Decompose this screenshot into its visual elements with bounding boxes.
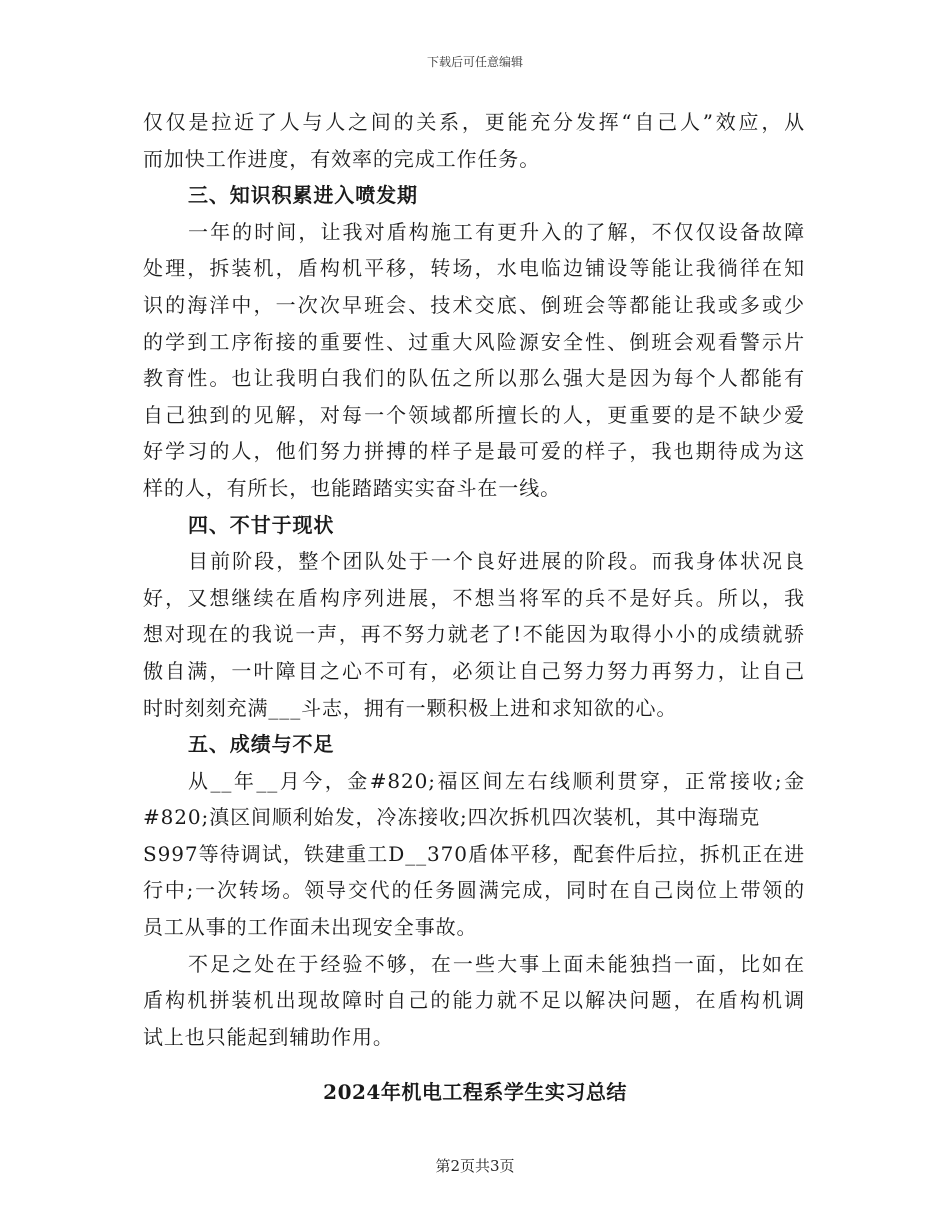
paragraph-line: 目前阶段，整个团队处于一个良好进展的阶段。而我身体状况良 [188,549,805,574]
paragraph-line: 时时刻刻充满___斗志，拥有一颗积极上进和求知欲的心。 [143,695,678,720]
page-header: 下载后可任意编辑 [426,55,523,69]
section-heading: 四、不甘于现状 [188,512,335,537]
paragraph-line: 从__年__月今，金#820;福区间左右线顺利贯穿，正常接收;金 [188,768,805,793]
paragraph-line: 傲自满，一叶障目之心不可有，必须让自己努力努力再努力，让自己 [143,658,805,683]
paragraph-line: 自己独到的见解，对每一个领域都所擅长的人，更重要的是不缺少爱 [143,402,805,427]
paragraph-line: 一年的时间，让我对盾构施工有更升入的了解，不仅仅设备故障 [188,219,805,244]
paragraph-line: S997等待调试，铁建重工D__370盾体平移，配套件后拉，拆机正在进 [143,841,805,866]
page-number: 第2页共3页 [435,1157,515,1175]
paragraph-line: 而加快工作进度，有效率的完成工作任务。 [143,146,541,171]
paragraph-line: 仅仅是拉近了人与人之间的关系，更能充分发挥“自己人”效应，从 [143,110,805,134]
paragraph-line: 处理，拆装机，盾构机平移，转场，水电临边铺设等能让我徜徉在知 [143,256,805,281]
document-body [143,104,805,1055]
paragraph-line: 样的人，有所长，也能踏踏实实奋斗在一线。 [143,475,561,500]
paragraph-line: 好，又想继续在盾构序列进展，不想当将军的兵不是好兵。所以，我 [143,585,805,610]
paragraph-line: 员工从事的工作面未出现安全事故。 [143,915,478,940]
paragraph-line: 想对现在的我说一声，再不努力就老了!不能因为取得小小的成绩就骄 [143,622,805,647]
paragraph-line: 的学到工序衔接的重要性、过重大风险源安全性、倒班会观看警示片 [143,329,805,354]
paragraph-line: 行中;一次转场。领导交代的任务圆满完成，同时在自己岗位上带领的 [143,878,805,903]
document-title: 2024年机电工程系学生实习总结 [323,1080,627,1104]
paragraph-line: 试上也只能起到辅助作用。 [143,1024,394,1049]
paragraph-line: 不足之处在于经验不够，在一些大事上面未能独挡一面，比如在 [188,951,805,976]
section-heading: 五、成绩与不足 [188,732,335,757]
paragraph-line: 教育性。也让我明白我们的队伍之所以那么强大是因为每个人都能有 [143,366,805,391]
section-heading: 三、知识积累进入喷发期 [188,183,418,208]
paragraph-line: 好学习的人，他们努力拼搏的样子是最可爱的样子，我也期待成为这 [143,439,805,464]
paragraph-line: 识的海洋中，一次次早班会、技术交底、倒班会等都能让我或多或少 [143,292,805,317]
paragraph-line: #820;滇区间顺利始发，冷冻接收;四次拆机四次装机，其中海瑞克 [143,805,761,830]
paragraph-line: 盾构机拼装机出现故障时自己的能力就不足以解决问题，在盾构机调 [143,988,805,1013]
